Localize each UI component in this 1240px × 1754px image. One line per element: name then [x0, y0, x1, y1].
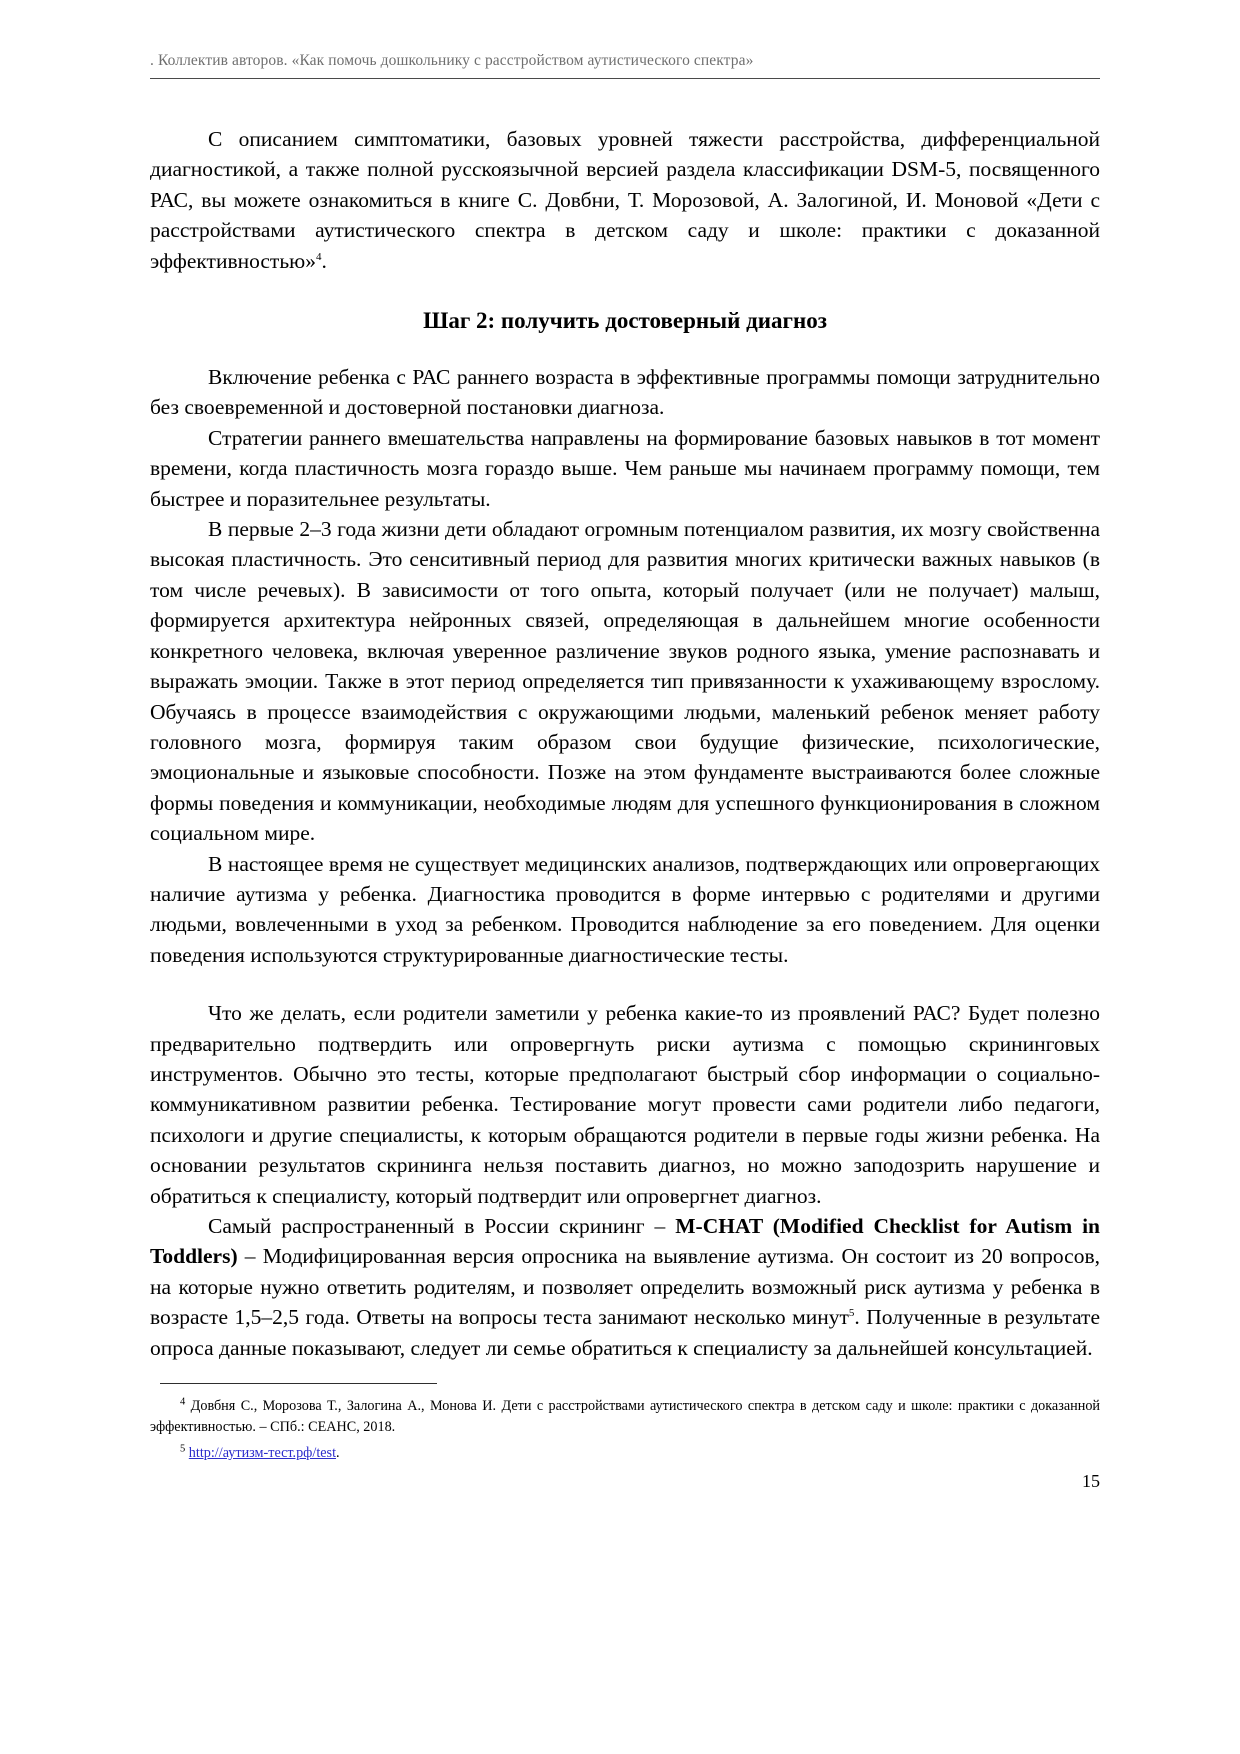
footnote-ref-5[interactable]: 5	[848, 1307, 855, 1320]
footnote-area	[150, 1396, 1100, 1470]
paragraph-4: В первые 2–3 года жизни дети обладают огромным потенциалом развития, их мозгу свойственна высокая пластичность. Это сенситивный период для развития многих критически важных навыков (в том числе речевых). В зависимости от того опыта, который получает (или не получает) малыш, формируется архитектура нейронных связей, определяющая в дальнейшем многие особенности конкретного человека, включая уверенное различение звуков родного языка, умение распознавать и выражать эмоции. Также в этот период определяется тип привязанности к ухаживающему взрослому. Обучаясь в процессе взаимодействия с окружающими людьми, маленький ребенок меняет работу головного мозга, формируя таким образом свои будущие физические, психологические, эмоциональные и языковые способности. Позже на этом фундаменте выстраиваются более сложные формы поведения и коммуникации, необходимые людям для успешного функционирования в сложном социальном мире.	[150, 517, 1100, 846]
footnote-text-4: Довбня С., Морозова Т., Залогина А., Монова И. Дети с расстройствами аутистического спектра в детском саду и школе: практики с доказанной эффективностью. – СПб.: СЕАНС, 2018.	[150, 1398, 1101, 1435]
footnote-item-5	[150, 1443, 1100, 1464]
paragraph-intro-tail: .	[321, 248, 327, 273]
footnote-separator	[160, 1383, 437, 1384]
paragraph-5: В настоящее время не существует медицинских анализов, подтверждающих или опровергающих наличие аутизма у ребенка. Диагностика проводится в форме интервью с родителями и другими людьми, вовлеченными в уход за ребенком. Проводится наблюдение за его поведением. Для оценки поведения используются структурированные диагностические тесты.	[150, 851, 1100, 967]
paragraph-intro-text: С описанием симптоматики, базовых уровней тяжести расстройства, дифференциальной диагностикой, а также полной русскоязычной версией раздела классификации DSM-5, посвященного РАС, вы можете ознакомиться в книге С. Довбни, Т. Морозовой, А. Залогиной, И. Моновой «Дети с расстройствами аутистического спектра в детском саду и школе: практики с доказанной эффективностью»	[150, 127, 1100, 273]
paragraph-intro	[150, 124, 1100, 276]
footnote-link-5[interactable]: http://аутизм-тест.рф/test	[188, 1445, 337, 1461]
paragraph-7-lead: Самый распространенный в России скрининг –	[208, 1214, 676, 1238]
paragraph-3: Стратегии раннего вмешательства направлены на формирование базовых навыков в тот момент времени, когда пластичность мозга гораздо выше. Чем раньше мы начинаем программу помощи, тем быстрее и поразительнее результаты.	[150, 425, 1100, 511]
mchat-term: M-CHAT (Modified Checklist for Autism in Toddlers)	[150, 1214, 1100, 1269]
footnote-item-4	[150, 1396, 1100, 1437]
paragraph-7-mid: – Модифицированная версия опросника на выявление аутизма. Он состоит из 20 вопросов, на которые нужно ответить родителям, и позволяет определить возможный риск аутизма у ребенка в возрасте 1,5–2,5 года. Ответы на вопросы теста занимают несколько минут	[150, 1244, 1100, 1330]
footnote-marker-4: 4	[180, 1396, 186, 1408]
paragraph-spacer	[150, 970, 1100, 998]
paragraph-7-tail: . Полученные в результате опроса данные показывают, следует ли семье обратиться к специалисту за дальнейшей консультацией.	[150, 1305, 1100, 1360]
page-title: Шаг 2: получить достоверный диагноз	[423, 308, 827, 334]
footnote-text-5-tail: .	[336, 1445, 340, 1461]
paragraph-7	[150, 1211, 1100, 1363]
running-head: . Коллектив авторов. «Как помочь дошкольнику с расстройством аутистического спектра»	[150, 52, 754, 69]
paragraph-6: Что же делать, если родители заметили у ребенка какие-то из проявлений РАС? Будет полезно предварительно подтвердить или опровергнуть риски аутизма с помощью скрининговых инструментов. Обычно это тесты, которые предполагают быстрый сбор информации о социально-коммуникативном развитии ребенка. Тестирование могут провести сами родители либо педагоги, психологи и другие специалисты, к которым обращаются родители в первые годы жизни ребенка. На основании результатов скрининга нельзя поставить диагноз, но можно заподозрить нарушение и обратиться к специалисту, который подтвердит или опровергнет диагноз.	[150, 1001, 1100, 1208]
paragraph-2: Включение ребенка с РАС раннего возраста в эффективные программы помощи затруднительно без своевременной и достоверной постановки диагноза.	[150, 365, 1100, 420]
body-column	[150, 124, 1100, 1363]
footnote-marker-5: 5	[180, 1443, 186, 1455]
page-number: 15	[1082, 1471, 1100, 1491]
footnote-ref-4[interactable]: 4	[315, 250, 322, 263]
running-head-rule	[150, 78, 1100, 79]
